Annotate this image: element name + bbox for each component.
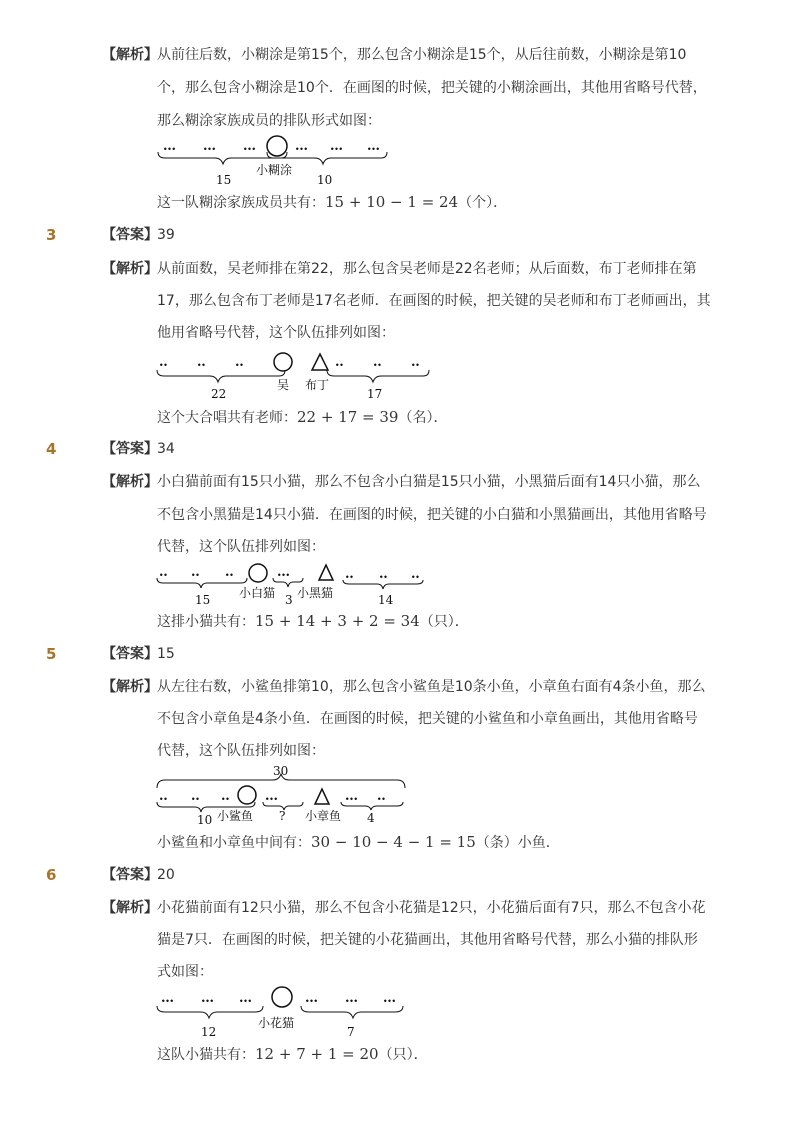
ellipsis: … — [243, 139, 257, 154]
shark-circle — [238, 786, 256, 804]
teacher-wu-circle — [274, 353, 292, 371]
analysis-label: 【解析】 — [102, 679, 158, 695]
question-number: 3 — [46, 226, 57, 244]
right-count: 17 — [367, 387, 383, 401]
black-cat-triangle — [319, 565, 333, 580]
ellipsis: … — [330, 139, 344, 154]
teacher-wu-label: 吴 — [277, 378, 290, 392]
question-number: 6 — [46, 866, 57, 884]
ellipsis: … — [239, 991, 253, 1006]
ellipsis: ‥ — [221, 789, 231, 804]
answer-value: 39 — [157, 227, 175, 243]
ellipsis: ‥ — [411, 355, 421, 370]
question-number: 4 — [46, 440, 57, 458]
ellipsis: … — [161, 991, 175, 1006]
ellipsis: … — [265, 789, 279, 804]
queue-diagram — [155, 984, 415, 1042]
analysis-text-line: 从前面数，吴老师排在第22，那么包含吴老师是22名老师；从后面数，布丁老师排在第 — [157, 261, 697, 277]
conclusion-text: 这个大合唱共有老师： — [157, 410, 297, 426]
answer-value: 15 — [157, 646, 175, 662]
left-brace — [157, 1006, 263, 1018]
middle-count: 3 — [285, 593, 293, 607]
ellipsis: ‥ — [345, 567, 355, 582]
analysis-text-line: 个，那么包含小糊涂是10个．在画图的时候，把关键的小糊涂画出，其他用省略号代替， — [157, 80, 707, 96]
analysis-text-line: 那么糊涂家族成员的排队形式如图： — [157, 113, 381, 129]
answer-value: 34 — [157, 441, 175, 457]
ellipsis: ‥ — [335, 355, 345, 370]
ellipsis: ‥ — [377, 789, 387, 804]
analysis-text-line: 不包含小章鱼是4条小鱼．在画图的时候，把关键的小鲨鱼和小章鱼画出，其他用省略号 — [157, 711, 698, 727]
flower-cat-circle — [272, 987, 292, 1007]
ellipsis: … — [201, 991, 215, 1006]
conclusion-line — [157, 192, 740, 213]
right-brace — [327, 370, 429, 382]
ellipsis: ‥ — [411, 567, 421, 582]
conclusion-unit: （只）． — [378, 1047, 428, 1063]
total-count: 30 — [273, 764, 289, 778]
conclusion-unit: （只）． — [419, 614, 469, 630]
ellipsis: … — [163, 139, 177, 154]
analysis-text-line: 他用省略号代替，这个队伍排列如图： — [157, 325, 395, 341]
conclusion-formula: 30 − 10 − 4 − 1 = 15 — [311, 833, 476, 851]
ellipsis: ‥ — [225, 565, 235, 580]
key-member-circle — [267, 136, 287, 156]
analysis-label: 【解析】 — [102, 261, 158, 277]
answer-label: 【答案】 — [102, 867, 158, 883]
queue-diagram — [155, 762, 415, 828]
conclusion-formula: 12 + 7 + 1 = 20 — [255, 1045, 379, 1063]
left-count: 15 — [216, 173, 232, 187]
conclusion-text: 这排小猫共有： — [157, 614, 255, 630]
teacher-buding-triangle — [312, 354, 328, 370]
analysis-text-line: 17，那么包含布丁老师是17名老师．在画图的时候，把关键的吴老师和布丁老师画出，其 — [157, 293, 711, 309]
left-count: 10 — [197, 813, 213, 827]
ellipsis: … — [203, 139, 217, 154]
answer-value: 20 — [157, 867, 175, 883]
ellipsis: … — [305, 991, 319, 1006]
ellipsis: ‥ — [159, 789, 169, 804]
analysis-text-line: 式如图： — [157, 964, 213, 980]
conclusion-line — [157, 1044, 740, 1065]
ellipsis: ‥ — [159, 565, 169, 580]
ellipsis: … — [383, 991, 397, 1006]
white-cat-circle — [249, 564, 267, 582]
ellipsis: ‥ — [373, 355, 383, 370]
shark-label: 小鲨鱼 — [217, 809, 254, 823]
black-cat-label: 小黑猫 — [297, 586, 334, 600]
right-count: 4 — [367, 811, 375, 825]
analysis-text-line: 小白猫前面有15只小猫，那么不包含小白猫是15只小猫，小黑猫后面有14只小猫，那么 — [157, 474, 701, 490]
left-count: 22 — [211, 387, 227, 401]
teacher-buding-label: 布丁 — [305, 378, 330, 392]
conclusion-text: 这队小猫共有： — [157, 1047, 255, 1063]
analysis-text-line: 小花猫前面有12只小猫，那么不包含小花猫是12只，小花猫后面有7只，那么不包含小花 — [157, 900, 706, 916]
left-brace — [157, 370, 285, 382]
conclusion-text: 小鲨鱼和小章鱼中间有： — [157, 835, 311, 851]
conclusion-unit: （条）小鱼． — [475, 835, 560, 851]
conclusion-formula: 15 + 14 + 3 + 2 = 34 — [255, 612, 420, 630]
answer-label: 【答案】 — [102, 441, 158, 457]
ellipsis: ‥ — [379, 567, 389, 582]
analysis-text-line: 代替，这个队伍排列如图： — [157, 539, 325, 555]
ellipsis: … — [345, 789, 359, 804]
analysis-text-line: 猫是7只．在画图的时候，把关键的小花猫画出，其他用省略号代替，那么小猫的排队形 — [157, 932, 698, 948]
ellipsis: … — [295, 139, 309, 154]
white-cat-label: 小白猫 — [239, 586, 276, 600]
queue-diagram — [155, 346, 440, 402]
analysis-label: 【解析】 — [102, 900, 158, 916]
answer-label: 【答案】 — [102, 227, 158, 243]
question-number: 5 — [46, 645, 57, 663]
octopus-triangle — [315, 789, 329, 804]
conclusion-unit: （个）． — [458, 195, 508, 211]
conclusion-formula: 15 + 10 − 1 = 24 — [325, 193, 459, 211]
analysis-text-line: 代替，这个队伍排列如图： — [157, 743, 325, 759]
analysis-text-line: 从左往右数，小鲨鱼排第10，那么包含小鲨鱼是10条小鱼，小章鱼右面有4条小鱼，那么 — [157, 679, 706, 695]
conclusion-formula: 22 + 17 = 39 — [297, 408, 399, 426]
conclusion-line — [157, 611, 740, 632]
ellipsis: ‥ — [191, 789, 201, 804]
conclusion-unit: （名）． — [398, 410, 448, 426]
queue-diagram — [155, 134, 395, 188]
left-count: 15 — [195, 593, 211, 607]
answer-label: 【答案】 — [102, 646, 158, 662]
conclusion-text: 这一队糊涂家族成员共有： — [157, 195, 325, 211]
ellipsis: … — [367, 139, 381, 154]
ellipsis: … — [277, 565, 291, 580]
ellipsis: ‥ — [197, 355, 207, 370]
flower-cat-label: 小花猫 — [258, 1016, 295, 1030]
ellipsis: … — [345, 991, 359, 1006]
left-count: 12 — [201, 1025, 217, 1039]
analysis-label: 【解析】 — [102, 474, 158, 490]
right-count: 7 — [347, 1025, 355, 1039]
conclusion-line — [157, 832, 740, 853]
right-count: 14 — [378, 593, 394, 607]
queue-diagram — [155, 560, 435, 610]
analysis-text-line: 不包含小黑猫是14只小猫．在画图的时候，把关键的小白猫和小黑猫画出，其他用省略号 — [157, 507, 707, 523]
ellipsis: ‥ — [235, 355, 245, 370]
right-brace — [301, 1006, 403, 1018]
right-count: 10 — [317, 173, 333, 187]
analysis-label: 【解析】 — [102, 47, 158, 63]
key-member-name: 小糊涂 — [256, 163, 293, 177]
ellipsis: ‥ — [159, 355, 169, 370]
conclusion-line — [157, 407, 740, 428]
middle-count: ? — [279, 809, 286, 823]
octopus-label: 小章鱼 — [305, 809, 342, 823]
ellipsis: ‥ — [191, 565, 201, 580]
analysis-text-line: 从前往后数，小糊涂是第15个，那么包含小糊涂是15个，从后往前数，小糊涂是第10 — [157, 47, 687, 63]
